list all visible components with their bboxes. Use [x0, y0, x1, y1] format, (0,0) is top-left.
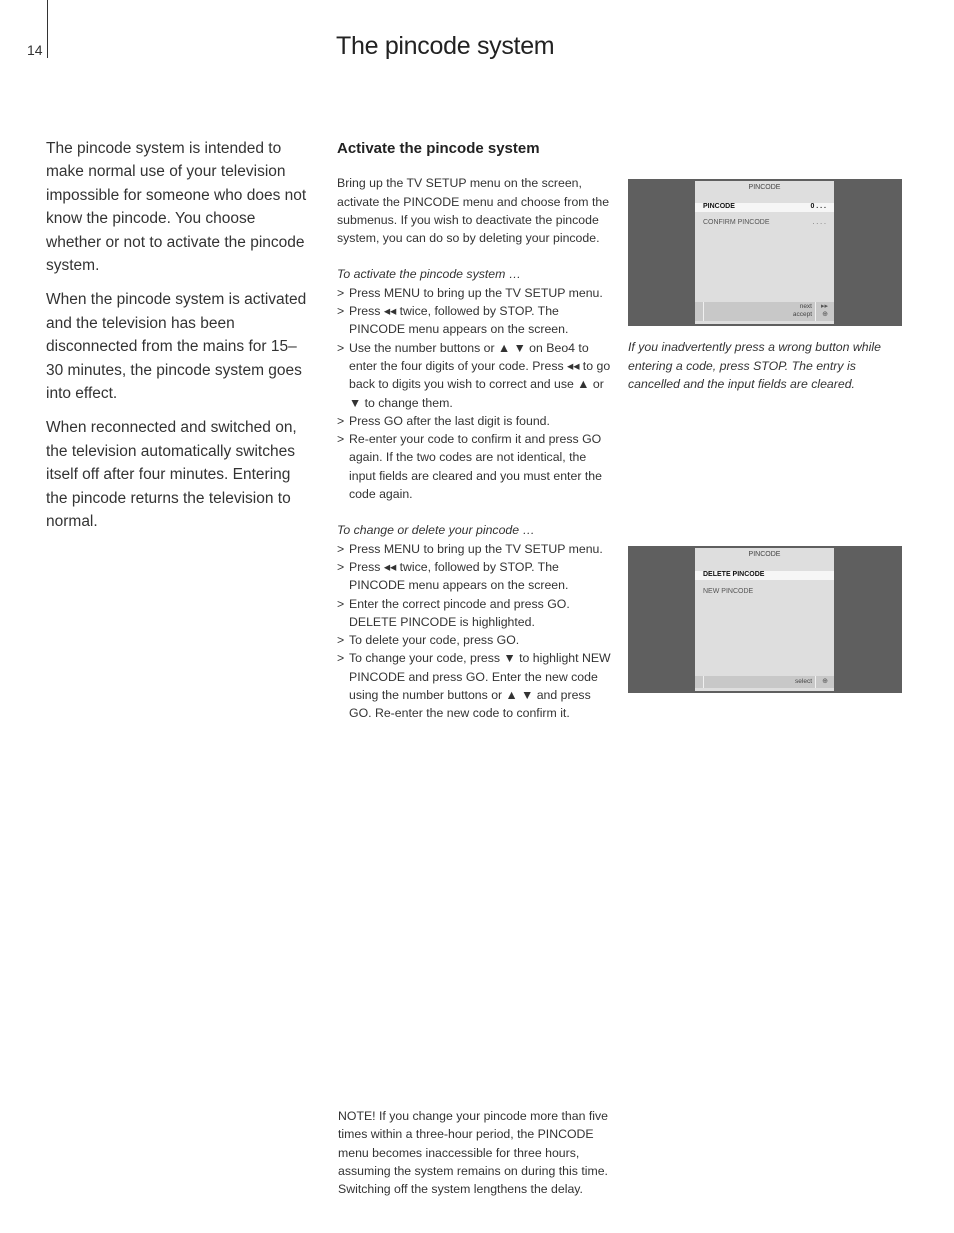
step-item: > Press MENU to bring up the TV SETUP menu.: [337, 284, 615, 302]
step-item: > To change your code, press ▼ to highlight NEW PINCODE and press GO. Enter the new code using the number buttons or ▲ ▼ and press GO. Re-enter the new code to confirm it.: [337, 649, 615, 722]
intro-paragraph: The pincode system is intended to make normal use of your television impossible for someone who does not know the pincode. You choose whether or not to activate the pincode system.: [46, 140, 307, 275]
page-title: The pincode system: [336, 32, 555, 60]
hint-next: next: [799, 303, 812, 310]
step-item: > Enter the correct pincode and press GO. DELETE PINCODE is highlighted.: [337, 595, 615, 632]
pincode-screen-illustration: [628, 179, 902, 326]
header-rule: [47, 0, 48, 58]
section-heading: Activate the pincode system: [337, 140, 540, 157]
go-button-icon: ⊕: [822, 311, 828, 318]
instructions-column: [337, 140, 615, 723]
step-item: > Press GO after the last digit is found.: [337, 412, 615, 430]
menu-row-confirm-pincode: [695, 219, 834, 228]
step-item: > Use the number buttons or ▲ ▼ on Beo4 to enter the four digits of your code. Press ◂◂ to go back to digits you wish to correct and use ▲ or ▼ to change them.: [337, 339, 615, 412]
activate-subheading: To activate the pincode system …: [337, 267, 522, 282]
divider: [703, 302, 704, 321]
menu-title: PINCODE: [748, 184, 781, 191]
menu-panel: [695, 181, 834, 324]
change-steps: [337, 540, 615, 723]
menu-row-delete-pincode: [695, 571, 834, 580]
intro-paragraph: When the pincode system is activated and the television has been disconnected from the mains for 15–30 minutes, the pincode system goes into effect.: [46, 291, 307, 403]
go-button-icon: ⊕: [822, 678, 828, 685]
fast-forward-icon: ▸▸: [820, 303, 828, 310]
row-label: NEW PINCODE: [703, 588, 754, 595]
hint-select: select: [795, 678, 812, 685]
screen-caption: If you inadvertently press a wrong button while entering a code, press STOP. The entry is cancelled and the input fields are cleared.: [628, 340, 881, 391]
row-value: . . . .: [812, 219, 826, 226]
intro-column: [46, 137, 308, 545]
row-label: DELETE PINCODE: [703, 571, 765, 578]
step-item: > Press ◂◂ twice, followed by STOP. The PINCODE menu appears on the screen.: [337, 302, 615, 339]
menu-row-new-pincode: [695, 588, 834, 597]
row-value: 0 . . .: [810, 203, 826, 210]
section-body: Bring up the TV SETUP menu on the screen, activate the PINCODE menu and choose from the submenus. If you wish to deactivate the pincode system, you can do so by deleting your pincode.: [337, 176, 610, 246]
page-number: 14: [27, 42, 43, 58]
step-item: > Press ◂◂ twice, followed by STOP. The PINCODE menu appears on the screen.: [337, 558, 615, 595]
menu-row-pincode: [695, 203, 834, 212]
menu-panel: [695, 548, 834, 691]
hint-accept: accept: [792, 311, 812, 318]
step-item: > To delete your code, press GO.: [337, 631, 615, 649]
menu-title: PINCODE: [748, 551, 781, 558]
divider: [815, 302, 816, 321]
divider: [703, 676, 704, 688]
step-item: > Re-enter your code to confirm it and press GO again. If the two codes are not identical, the input fields are cleared and you must enter the code again.: [337, 430, 615, 503]
row-label: PINCODE: [703, 203, 735, 210]
activate-steps: [337, 284, 615, 504]
note-paragraph: NOTE! If you change your pincode more than five times within a three-hour period, the PINCODE menu becomes inaccessible for three hours, assuming the system remains on during this time. Switching off the system lengthens the delay.: [338, 1109, 608, 1197]
change-subheading: To change or delete your pincode …: [337, 523, 535, 538]
divider: [815, 676, 816, 688]
row-label: CONFIRM PINCODE: [703, 219, 770, 226]
menu-hint-bar: [695, 676, 834, 688]
menu-hint-bar: [695, 302, 834, 321]
intro-paragraph: When reconnected and switched on, the television automatically switches itself off after four minutes. Entering the pincode returns the television to normal.: [46, 419, 297, 531]
delete-pincode-screen-illustration: [628, 546, 902, 693]
step-item: > Press MENU to bring up the TV SETUP menu.: [337, 540, 615, 558]
